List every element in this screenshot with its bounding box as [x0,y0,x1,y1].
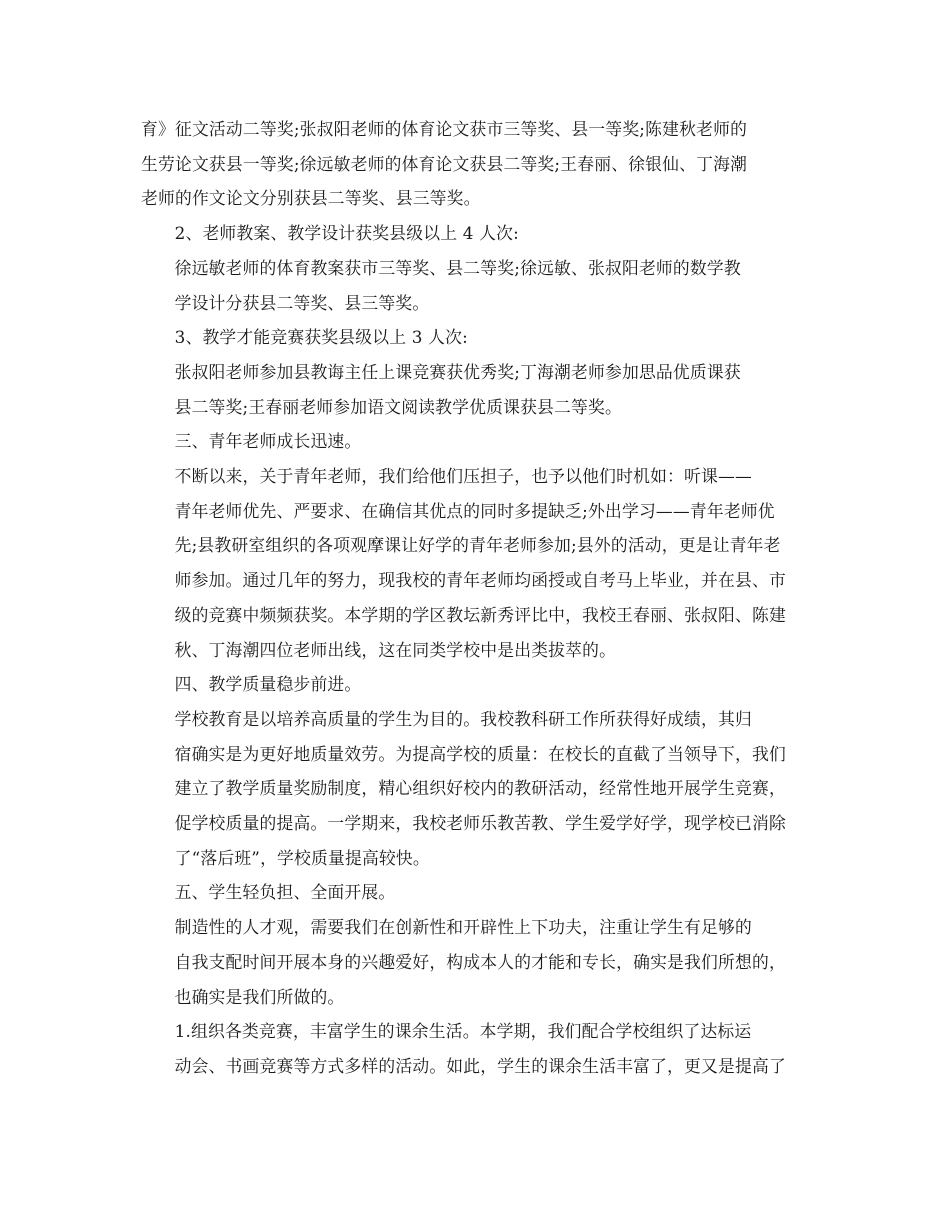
text-line: 不断以来，关于青年老师，我们给他们压担子，也予以他们时机如：听课—— [174,466,752,487]
paragraph [141,459,813,667]
text-line: 1.组织各类竞赛，丰富学生的课余生活。本学期，我们配合学校组织了达标运 [174,1021,752,1042]
text-line: 3、教学才能竞赛获奖县级以上 3 人次: [174,327,468,348]
paragraph [141,251,813,320]
text-line: 宿确实是为更好地质量效劳。为提高学校的质量：在校长的直截了当领导下，我们 [174,743,786,764]
text-line: 学校教育是以培养高质量的学生为目的。我校教科研工作所获得好成绩，其归 [174,708,752,729]
text-line: 制造性的人才观，需要我们在创新性和开辟性上下功夫，注重让学生有足够的 [174,917,752,938]
text-line: 县二等奖;王春丽老师参加语文阅读教学优质课获县二等奖。 [174,396,622,417]
text-line: 也确实是我们所做的。 [174,986,345,1007]
text-line: 学设计分获县二等奖、县三等奖。 [174,292,430,313]
paragraph [141,702,813,876]
paragraph [141,355,813,424]
text-line: 生劳论文获县一等奖;徐远敏老师的体育论文获县二等奖;王春丽、徐银仙、丁海潮 [141,153,748,174]
text-line: 张叔阳老师参加县教诲主任上课竞赛获优秀奖;丁海潮老师参加思品优质课获 [174,361,741,382]
text-line: 建立了教学质量奖励制度，精心组织好校内的教研活动，经常性地开展学生竞赛， [174,778,786,799]
text-line: 秋、丁海潮四位老师出线，这在同类学校中是出类拔萃的。 [174,639,617,660]
text-line: 徐远敏老师的体育教案获市三等奖、县二等奖;徐远敏、张叔阳老师的数学教 [174,257,741,278]
text-line: 青年老师优先、严要求、在确信其优点的同时多提缺乏;外出学习——青年老师优 [174,500,775,521]
text-line: 了“落后班”，学校质量提高较快。 [174,847,430,868]
text-line: 自我支配时间开展本身的兴趣爱好，构成本人的才能和专长，确实是我们所想的， [174,951,786,972]
text-line: 先;县教研室组织的各项观摩课让好学的青年老师参加;县外的活动，更是让青年老 [174,535,781,556]
paragraph [141,424,813,459]
paragraph [141,112,813,216]
paragraph [141,875,813,910]
text-line: 2、老师教案、教学设计获奖县级以上 4 人次: [174,223,519,244]
document-body [141,112,813,1084]
text-line: 动会、书画竞赛等方式多样的活动。如此，学生的课余生活丰富了，更又是提高了 [174,1055,786,1076]
paragraph [141,667,813,702]
text-line: 三、青年老师成长迅速。 [174,431,362,452]
paragraph [141,1014,813,1083]
text-line: 促学校质量的提高。一学期来，我校老师乐教苦教、学生爱学好学，现学校已消除 [174,813,786,834]
paragraph [141,320,813,355]
text-line: 五、学生轻负担、全面开展。 [174,882,396,903]
text-line: 级的竞赛中频频获奖。本学期的学区教坛新秀评比中，我校王春丽、张叔阳、陈建 [174,604,786,625]
paragraph [141,910,813,1014]
text-line: 老师的作文论文分别获县二等奖、县三等奖。 [141,188,481,209]
text-line: 育》征文活动二等奖;张叔阳老师的体育论文获市三等奖、县一等奖;陈建秋老师的 [141,119,748,139]
text-line: 师参加。通过几年的努力，现我校的青年老师均函授或自考马上毕业，并在县、市 [174,570,786,591]
paragraph [141,216,813,251]
text-line: 四、教学质量稳步前进。 [174,674,362,695]
